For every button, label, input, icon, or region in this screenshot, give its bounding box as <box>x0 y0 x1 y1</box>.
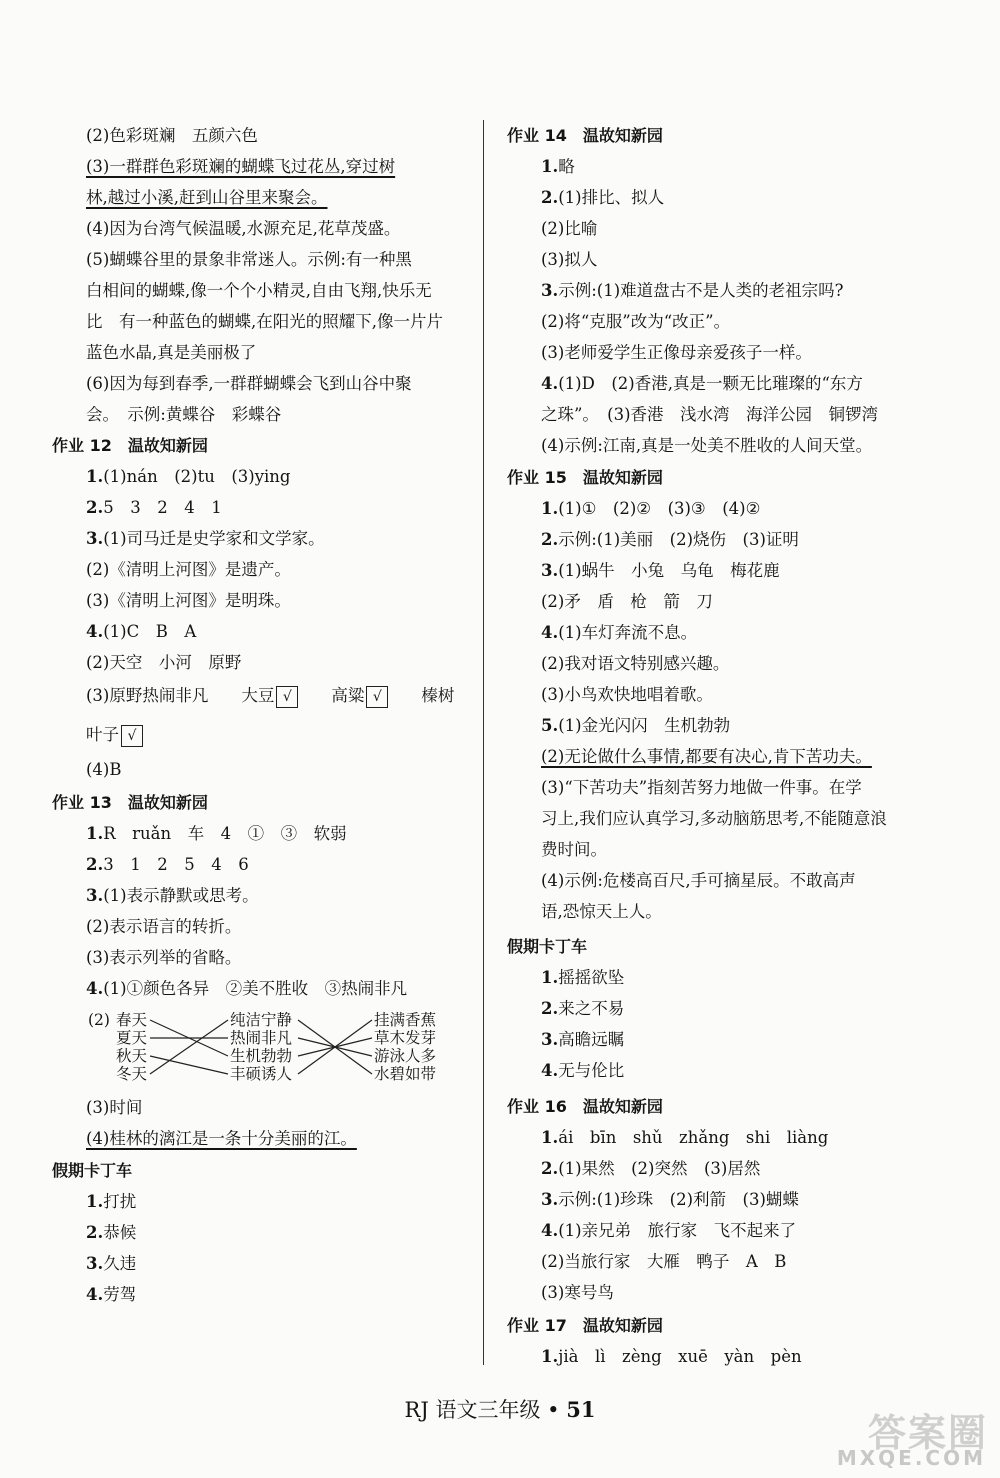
checkmark-box: √ <box>366 686 388 708</box>
question-number: 2. <box>541 999 559 1018</box>
answer-line <box>541 1189 799 1211</box>
answer-text: 费时间。 <box>541 840 607 859</box>
answer-line <box>541 404 878 426</box>
question-number: 2. <box>541 188 559 207</box>
answer-text: 3 1 2 5 4 6 <box>103 855 249 874</box>
answer-text: (4)因为台湾气候温暖,水源充足,花草茂盛。 <box>86 219 401 238</box>
question-number: 2. <box>541 530 559 549</box>
answer-text: (3)老师爱学生正像母亲爱孩子一样。 <box>541 343 812 362</box>
answer-text: (5)蝴蝶谷里的景象非常迷人。示例:有一种黑 <box>86 250 412 269</box>
answer-text: (2)无论做什么事情,都要有决心,肯下苦功夫。 <box>541 747 872 766</box>
answer-text: (1)①颜色各异 ②美不胜收 ③热闹非凡 <box>103 979 408 998</box>
answer-text: 习上,我们应认真学习,多动脑筋思考,不能随意浪 <box>541 809 887 828</box>
answer-line <box>86 1222 136 1244</box>
column-divider <box>483 120 484 1365</box>
section-header <box>507 936 587 958</box>
answer-text: 林,越过小溪,赶到山谷里来聚会。 <box>86 188 328 207</box>
answer-text: 示例:(1)珍珠 (2)利箭 (3)蝴蝶 <box>558 1190 799 1209</box>
answer-text: (1)nán (2)tu (3)ying <box>103 467 291 486</box>
answer-text: 略 <box>558 157 575 176</box>
answer-line <box>86 621 196 643</box>
answer-text: 无与伦比 <box>558 1061 625 1080</box>
answer-text: (1)蜗牛 小兔 乌龟 梅花鹿 <box>558 561 780 580</box>
answer-text: 来之不易 <box>558 999 625 1018</box>
answer-text: (1)表示静默或思考。 <box>103 886 259 905</box>
question-number: 4. <box>86 979 104 998</box>
answer-line <box>86 187 328 209</box>
answer-text: 5 3 2 4 1 <box>103 498 222 517</box>
answer-line <box>86 528 325 550</box>
answer-line <box>86 590 291 612</box>
answer-text: (2)天空 小河 原野 <box>86 653 242 672</box>
answer-line <box>86 916 241 938</box>
answer-line <box>86 685 454 708</box>
page-number: 51 <box>566 1397 596 1422</box>
section-header <box>507 1315 663 1337</box>
answer-line <box>86 280 432 302</box>
answer-line <box>86 759 122 781</box>
answer-text: (2)色彩斑斓 五颜六色 <box>86 126 258 145</box>
answer-line <box>86 497 222 519</box>
question-number: 4. <box>541 1221 559 1240</box>
answer-text: 劳驾 <box>103 1285 137 1304</box>
section-header <box>52 792 208 814</box>
answer-text: 示例:(1)难道盘古不是人类的老祖宗吗? <box>558 281 844 300</box>
answer-text: (4)示例:江南,真是一处美不胜收的人间天堂。 <box>541 436 873 455</box>
answer-text: (3)《清明上河图》是明珠。 <box>86 591 291 610</box>
answer-line <box>541 1158 760 1180</box>
answer-line <box>541 1060 624 1082</box>
matching-label: (2) <box>88 1011 110 1029</box>
answer-text: (1)亲兄弟 旅行家 飞不起来了 <box>558 1221 797 1240</box>
answer-text: 作业 14 温故知新园 <box>507 126 663 145</box>
answer-text: 语,恐惊天上人。 <box>541 902 662 921</box>
answer-text: 之珠”。 (3)香港 浅水湾 海洋公园 铜锣湾 <box>541 405 879 424</box>
answer-line <box>86 125 258 147</box>
phrase-item: 丰硕诱人 <box>230 1065 293 1083</box>
question-number: 1. <box>541 968 559 987</box>
section-header <box>52 435 208 457</box>
matching-diagram <box>80 1008 460 1084</box>
question-number: 2. <box>86 498 104 517</box>
answer-text: (2)我对语文特别感兴趣。 <box>541 654 730 673</box>
phrase-item: 热闹非凡 <box>230 1029 293 1047</box>
watermark <box>824 1402 992 1472</box>
answer-line <box>541 187 664 209</box>
answer-line <box>541 808 887 830</box>
answer-text: (4)B <box>86 760 122 779</box>
question-number: 3. <box>541 1030 559 1049</box>
answer-line <box>541 901 662 923</box>
answer-line <box>541 684 713 706</box>
checkmark-box: √ <box>121 725 143 747</box>
answer-text: 白相间的蝴蝶,像一个个小精灵,自由飞翔,快乐无 <box>86 281 432 300</box>
answer-text: 示例:(1)美丽 (2)烧伤 (3)证明 <box>558 530 799 549</box>
section-header <box>507 1096 663 1118</box>
answer-line <box>86 1191 136 1213</box>
answer-text: (6)因为每到春季,一群群蝴蝶会飞到山谷中聚 <box>86 374 412 393</box>
watermark-logo: 答案圈 <box>867 1411 988 1455</box>
question-number: 2. <box>86 855 104 874</box>
season-item: 夏天 <box>116 1029 148 1047</box>
answer-line <box>541 1282 614 1304</box>
answer-text: (1)司马迁是史学家和文学家。 <box>103 529 325 548</box>
answer-line <box>86 1253 136 1275</box>
footer-label: RJ 语文三年级 <box>404 1398 541 1422</box>
answer-line <box>86 1097 142 1119</box>
answer-line <box>541 435 872 457</box>
answer-line <box>86 652 241 674</box>
answer-line <box>86 1128 357 1150</box>
section-header <box>52 1160 132 1182</box>
section-header <box>507 125 663 147</box>
question-number: 4. <box>541 1061 559 1080</box>
question-number: 1. <box>541 499 559 518</box>
scene-item: 游泳人多 <box>374 1047 437 1065</box>
question-number: 1. <box>86 824 104 843</box>
answer-text: R ruǎn 车 4 ① ③ 软弱 <box>103 824 347 843</box>
answer-line <box>86 156 395 178</box>
answer-text: (3)时间 <box>86 1098 143 1117</box>
answer-line <box>541 746 872 768</box>
answer-line <box>86 404 281 426</box>
answer-line <box>541 653 729 675</box>
answer-line <box>541 342 812 364</box>
answer-line <box>541 249 597 271</box>
answer-line <box>86 218 400 240</box>
season-item: 秋天 <box>116 1047 148 1065</box>
answer-line <box>541 280 844 302</box>
answer-line <box>541 715 730 737</box>
question-number: 3. <box>86 886 104 905</box>
question-number: 1. <box>541 1347 559 1366</box>
answer-text: (3)原野热闹非凡 大豆 <box>86 686 275 705</box>
answer-line <box>541 498 760 520</box>
question-number: 4. <box>541 623 559 642</box>
answer-text: 高瞻远瞩 <box>558 1030 625 1049</box>
answer-text: (4)示例:危楼高百尺,手可摘星辰。不敢高声 <box>541 871 856 890</box>
answer-line <box>541 311 730 333</box>
question-number: 1. <box>86 467 104 486</box>
answer-text: (3)一群群色彩斑斓的蝴蝶飞过花丛,穿过树 <box>86 157 396 176</box>
answer-line <box>86 373 412 395</box>
answer-text: 作业 17 温故知新园 <box>507 1316 663 1335</box>
answer-text: (2)矛 盾 枪 箭 刀 <box>541 592 713 611</box>
question-number: 4. <box>86 1285 104 1304</box>
scene-item: 挂满香蕉 <box>374 1011 437 1029</box>
answer-line <box>86 823 347 845</box>
answer-line <box>541 591 713 613</box>
question-number: 1. <box>86 1192 104 1211</box>
answer-line <box>541 870 856 892</box>
watermark-url: MXQE.COM <box>836 1446 986 1470</box>
scene-item: 草木发芽 <box>374 1029 437 1047</box>
answer-line <box>86 1284 136 1306</box>
answer-line <box>86 978 407 1000</box>
answer-line <box>86 559 291 581</box>
answer-line <box>86 466 291 488</box>
question-number: 3. <box>541 561 559 580</box>
answer-line <box>541 622 697 644</box>
question-number: 4. <box>86 622 104 641</box>
answer-text: 作业 15 温故知新园 <box>507 468 663 487</box>
checkmark-box: √ <box>276 686 298 708</box>
answer-line <box>541 560 780 582</box>
answer-line <box>541 1251 786 1273</box>
answer-line <box>541 156 575 178</box>
answer-text: (2)比喻 <box>541 219 598 238</box>
question-number: 3. <box>541 1190 559 1209</box>
answer-line <box>86 311 443 333</box>
answer-text: 打扰 <box>103 1192 137 1211</box>
answer-text: (2)《清明上河图》是遗产。 <box>86 560 291 579</box>
answer-text: (1)金光闪闪 生机勃勃 <box>558 716 731 735</box>
answer-line <box>541 1029 624 1051</box>
match-line <box>150 1020 228 1074</box>
answer-text: (3)表示列举的省略。 <box>86 948 242 967</box>
match-line <box>150 1056 228 1074</box>
season-item: 冬天 <box>116 1065 148 1083</box>
question-number: 3. <box>86 1254 104 1273</box>
answer-text: (2)当旅行家 大雁 鸭子 A B <box>541 1252 787 1271</box>
answer-line <box>541 373 863 395</box>
answer-line <box>541 1220 796 1242</box>
answer-text: 作业 16 温故知新园 <box>507 1097 663 1116</box>
answer-text: 比 有一种蓝色的蝴蝶,在阳光的照耀下,像一片片 <box>86 312 443 331</box>
answer-text: (2)表示语言的转折。 <box>86 917 242 936</box>
answer-text: 高粱 <box>298 686 365 705</box>
question-number: 4. <box>541 374 559 393</box>
answer-line <box>541 998 624 1020</box>
answer-line <box>86 249 412 271</box>
footer-dot: • <box>547 1398 560 1422</box>
answer-text: (3)寒号鸟 <box>541 1283 614 1302</box>
answer-line <box>86 724 143 747</box>
answer-text: (2)将“克服”改为“改正”。 <box>541 312 731 331</box>
question-number: 1. <box>541 1128 559 1147</box>
answer-text: (1)车灯奔流不息。 <box>558 623 698 642</box>
question-number: 2. <box>86 1223 104 1242</box>
question-number: 5. <box>541 716 559 735</box>
question-number: 2. <box>541 1159 559 1178</box>
answer-text: 摇摇欲坠 <box>558 968 625 987</box>
scene-item: 水碧如带 <box>374 1065 437 1083</box>
phrase-item: 生机勃勃 <box>230 1047 293 1065</box>
answer-line <box>541 967 624 989</box>
answer-text: 久违 <box>103 1254 137 1273</box>
answer-text: (1)排比、拟人 <box>558 188 665 207</box>
question-number: 1. <box>541 157 559 176</box>
answer-text: (1)C B A <box>103 622 197 641</box>
answer-text: (3)“下苦功夫”指刻苦努力地做一件事。在学 <box>541 778 862 797</box>
answer-line <box>541 529 799 551</box>
question-number: 3. <box>541 281 559 300</box>
answer-text: 蓝色水晶,真是美丽极了 <box>86 343 257 362</box>
season-item: 春天 <box>116 1011 148 1029</box>
question-number: 3. <box>86 529 104 548</box>
answer-text: 榛树 <box>388 686 455 705</box>
answer-text: (1)① (2)② (3)③ (4)② <box>558 499 761 518</box>
answer-text: 假期卡丁车 <box>52 1161 133 1180</box>
answer-text: 假期卡丁车 <box>507 937 588 956</box>
answer-text: ái bīn shǔ zhǎng shi liàng <box>558 1128 829 1147</box>
answer-line <box>541 1127 828 1149</box>
answer-text: (3)小鸟欢快地唱着歌。 <box>541 685 713 704</box>
answer-line <box>541 1346 802 1368</box>
answer-line <box>541 777 862 799</box>
section-header <box>507 467 663 489</box>
answer-text: 作业 12 温故知新园 <box>52 436 208 455</box>
answer-text: 叶子 <box>86 725 119 744</box>
answer-text: 恭候 <box>103 1223 137 1242</box>
answer-text: (3)拟人 <box>541 250 598 269</box>
answer-text: 会。 示例:黄蝶谷 彩蝶谷 <box>86 405 282 424</box>
answer-text: (1)果然 (2)突然 (3)居然 <box>558 1159 761 1178</box>
answer-line <box>541 218 597 240</box>
answer-line <box>86 885 259 907</box>
answer-text: (1)D (2)香港,真是一颗无比璀璨的“东方 <box>558 374 863 393</box>
answer-text: (4)桂林的漓江是一条十分美丽的江。 <box>86 1129 357 1148</box>
answer-text: jià lì zèng xuē yàn pèn <box>558 1347 802 1366</box>
answer-line <box>86 947 241 969</box>
answer-line <box>541 839 607 861</box>
answer-line <box>86 342 256 364</box>
phrase-item: 纯洁宁静 <box>230 1011 293 1029</box>
answer-line <box>86 854 249 876</box>
answer-text: 作业 13 温故知新园 <box>52 793 208 812</box>
